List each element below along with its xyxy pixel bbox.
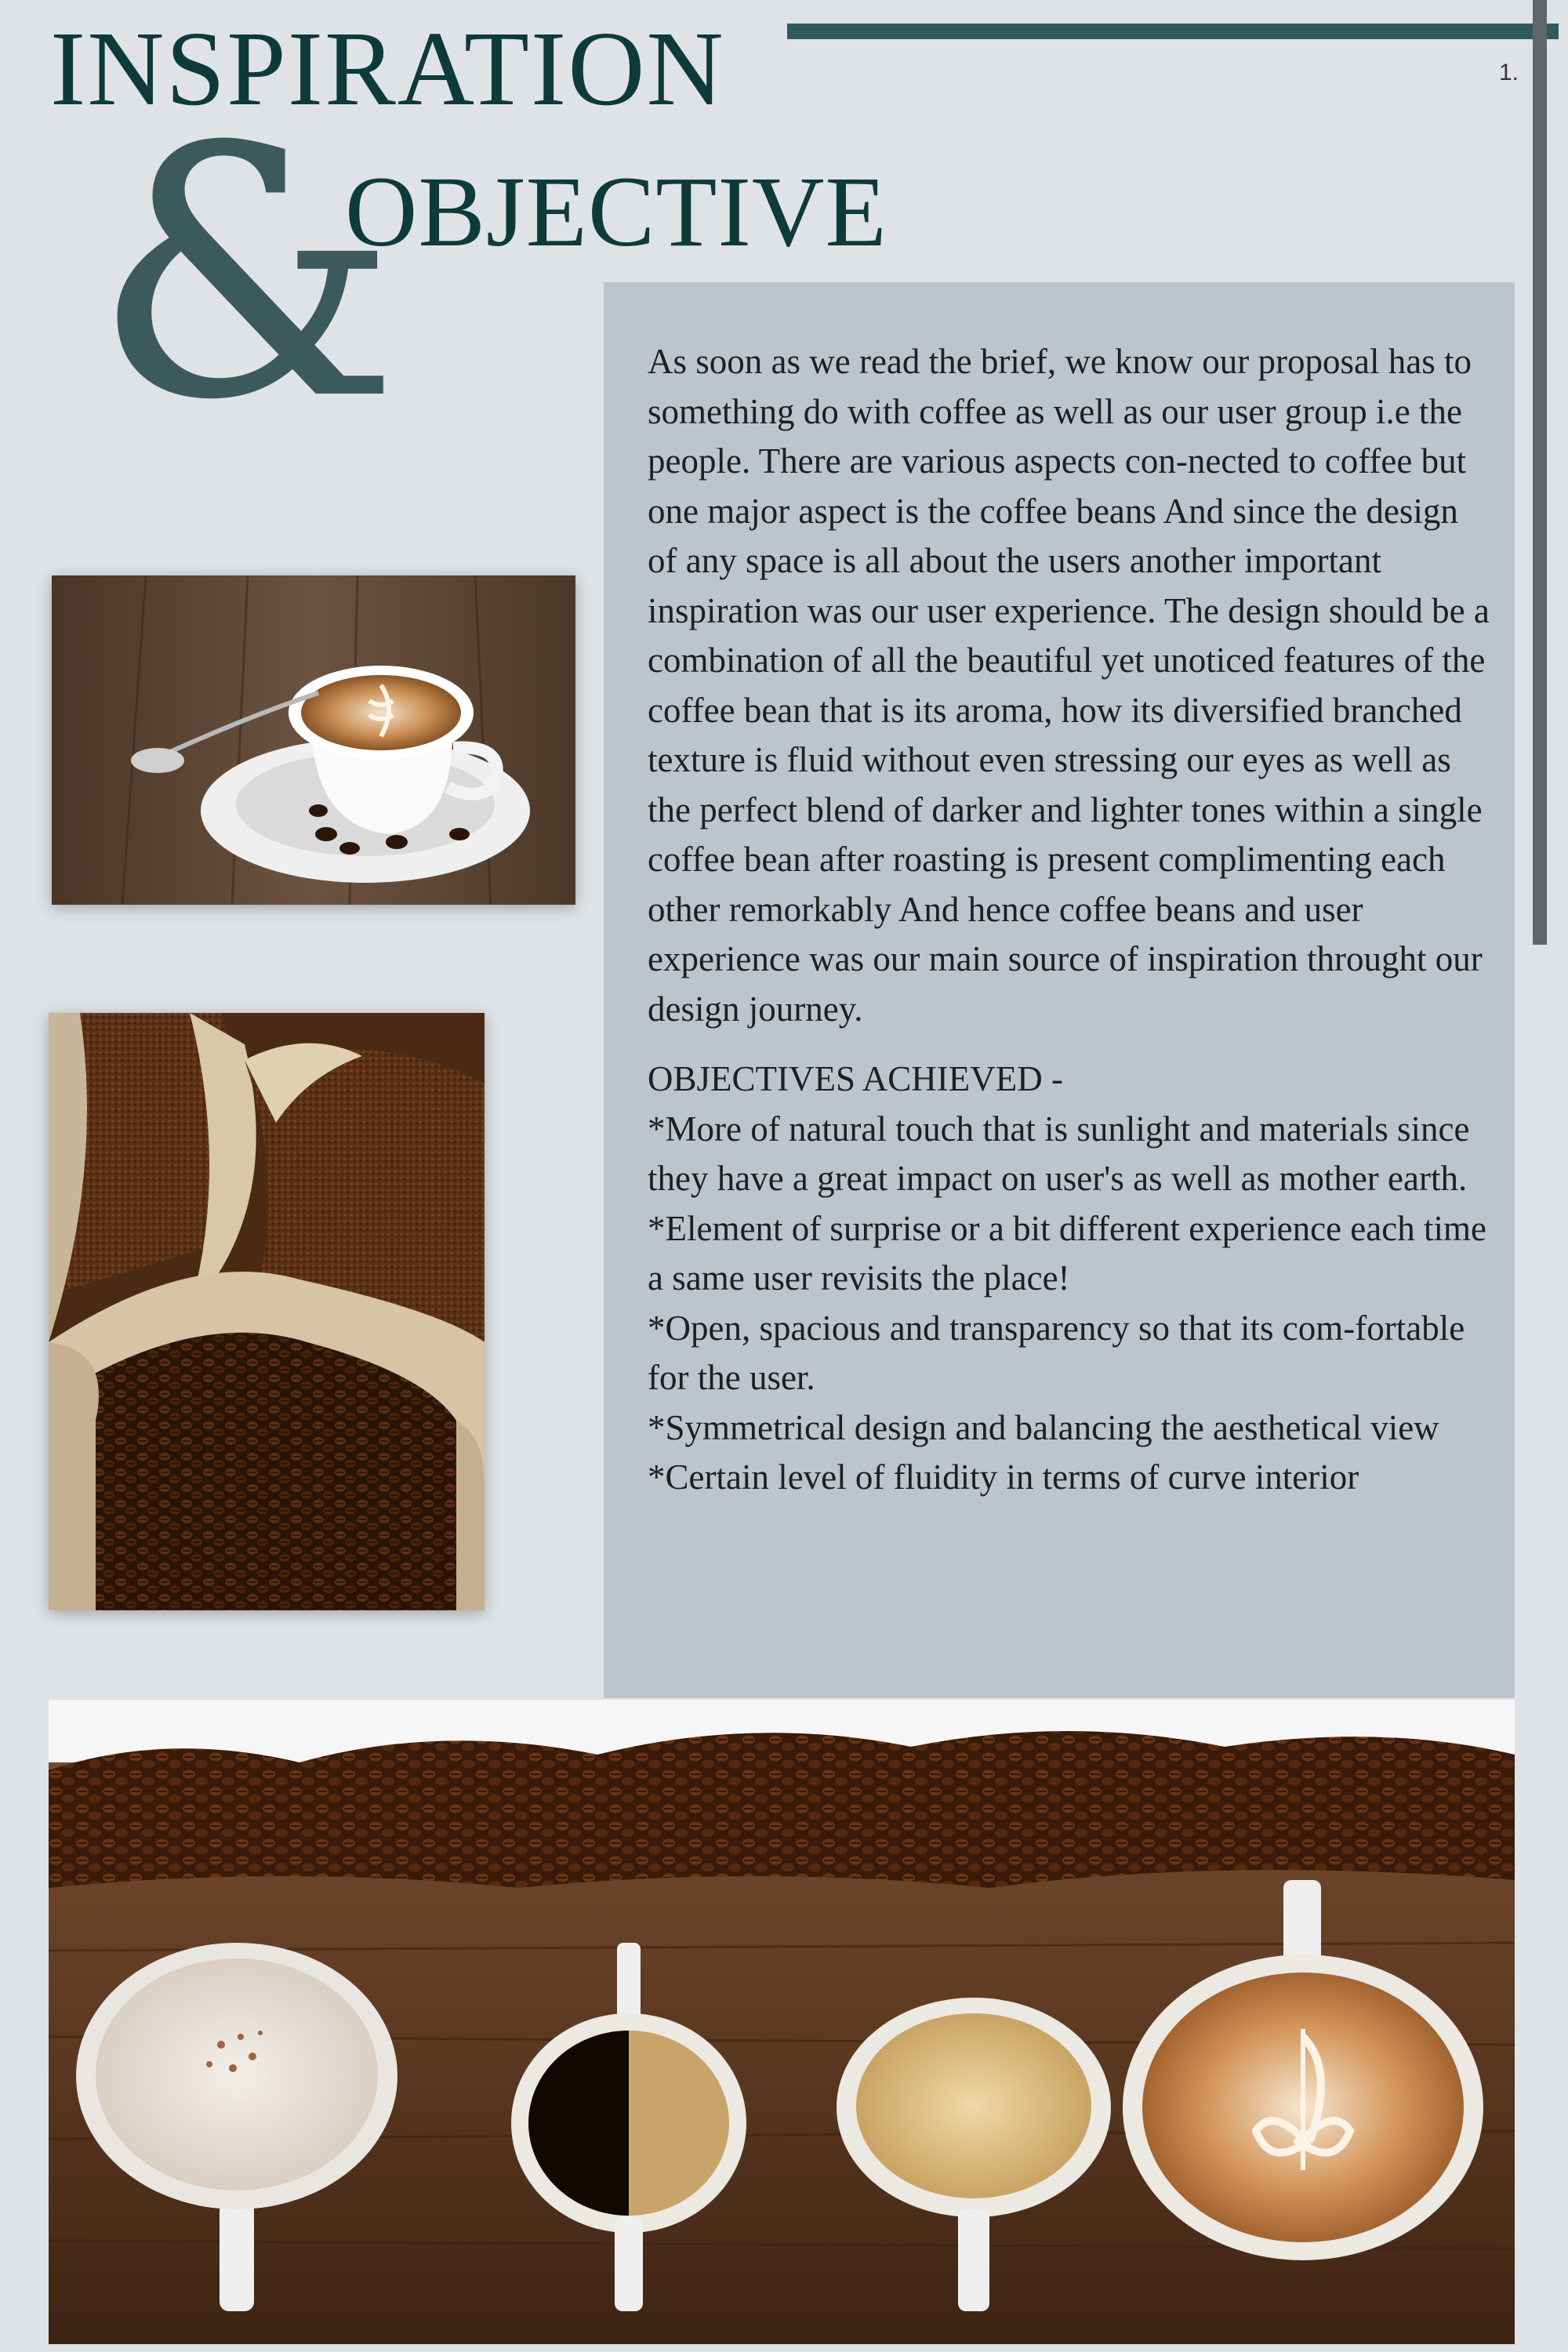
objective-item: *Element of surprise or a bit different experience each time a same user revisits the place! xyxy=(648,1208,1486,1298)
objective-item: *Open, spacious and transparency so that its com-fortable for the user. xyxy=(648,1308,1465,1397)
latte-art-cup-photo xyxy=(52,575,575,905)
text-panel xyxy=(604,282,1515,1698)
title-inspiration: INSPIRATION xyxy=(50,10,725,128)
objective-item: *Certain level of fluidity in terms of curve interior xyxy=(648,1457,1359,1497)
four-coffee-cups-photo xyxy=(49,1700,1515,2344)
side-rule xyxy=(1533,0,1547,945)
intro-paragraph: As soon as we read the brief, we know our proposal has to something do with coffee as well as our user group i.e the people. There are various aspects con-nected to coffee but one major aspect is the coffee beans And since the design of any space is all about the users another important inspiration was our user experience. The design should be a combination of all the beautiful yet unoticed features of the coffee bean that is its aroma, how its diversified branched texture is fluid without even stressing our eyes as well as the perfect blend of darker and lighter tones within a single coffee bean after roasting is present complimenting each other remorkably And hence coffee beans and user experience was our main source of inspiration throught our design journey. xyxy=(648,342,1490,1029)
ampersand-glyph: & xyxy=(93,74,400,475)
top-rule xyxy=(787,24,1559,39)
page-number: 1. xyxy=(1499,60,1519,85)
title-objective: OBJECTIVE xyxy=(345,156,887,267)
objectives-list xyxy=(648,1105,1491,1503)
objective-item: *Symmetrical design and balancing the aesthetical view xyxy=(648,1407,1439,1447)
coffee-sacks-photo xyxy=(49,1013,485,1610)
objective-item: *More of natural touch that is sunlight and materials since they have a great impact on user's as well as mother earth. xyxy=(648,1109,1470,1198)
objectives-heading: OBJECTIVES ACHIEVED - xyxy=(648,1059,1063,1098)
